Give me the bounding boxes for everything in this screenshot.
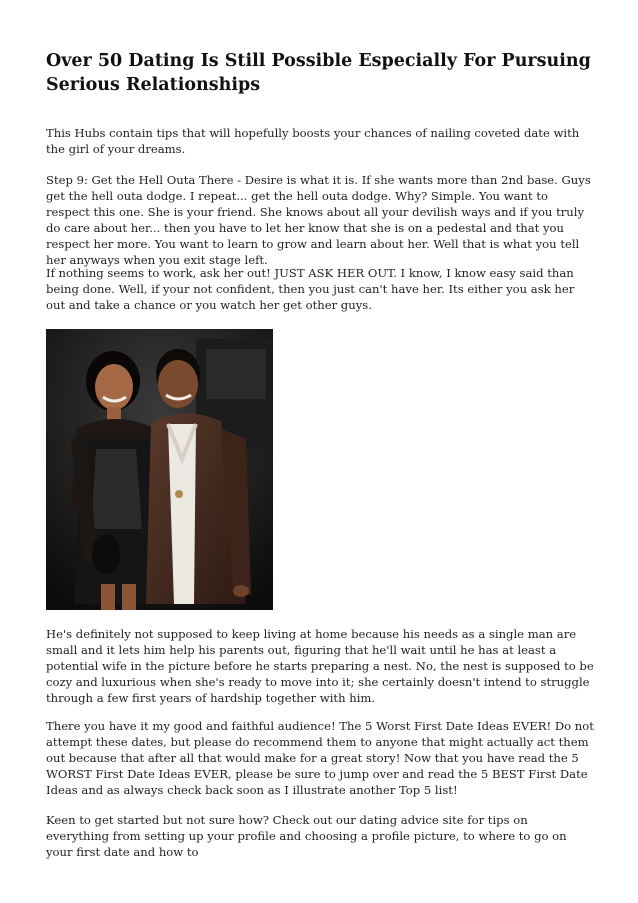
- couple-photo: [46, 329, 273, 610]
- paragraph-worst-date-ideas: There you have it my good and faithful audience! The 5 Worst First Date Ideas EVER! Do not attempt these dates, but please do recommend them to anyone that might actually act them out because that after all that would make for a great story! Now that you have read the 5 WORST First Date Ideas EVER, please be sure to jump over and read the 5 BEST First Date Ideas and as always check back soon as I illustrate another Top 5 list!: [46, 719, 594, 797]
- paragraph-dating-advice: Keen to get started but not sure how? Check out our dating advice site for tips on everything from setting up your profile and choosing a profile picture, to where to go on your first date and how to: [46, 813, 567, 859]
- couple-photo-illustration: [46, 329, 273, 610]
- paragraph-living-at-home: He's definitely not supposed to keep living at home because his needs as a single man are small and it lets him help his parents out, figuring that he'll wait until he has at least a potential wife in the picture before he starts preparing a nest. No, the nest is supposed to be cozy and luxurious when she's ready to move into it; she certainly doesn't intend to struggle through a few first years of hardship together with him.: [46, 627, 594, 705]
- paragraph-step-9: Step 9: Get the Hell Outa There - Desire is what it is. If she wants more than 2nd base. Guys get the hell outa dodge. I repeat... get the hell outa dodge. Why? Simple. You want to respect this one. She is your friend. She knows about all your devilish ways and if you truly do care about her... then you have to let her know that she is on a pedestal and that you respect her more. You want to learn to grow and learn about her. Well that is what you tell her anyways when you exit stage left.: [46, 173, 591, 267]
- paragraph-intro: This Hubs contain tips that will hopefully boosts your chances of nailing coveted date with the girl of your dreams.: [46, 126, 580, 156]
- article-title: Over 50 Dating Is Still Possible Especially For Pursuing Serious Relationships: [46, 51, 591, 95]
- paragraph-ask-her-out: If nothing seems to work, ask her out! JUST ASK HER OUT. I know, I know easy said than being done. Well, if your not confident, then you just can't have her. Its either you ask her out and take a chance or you watch her get other guys.: [46, 266, 575, 312]
